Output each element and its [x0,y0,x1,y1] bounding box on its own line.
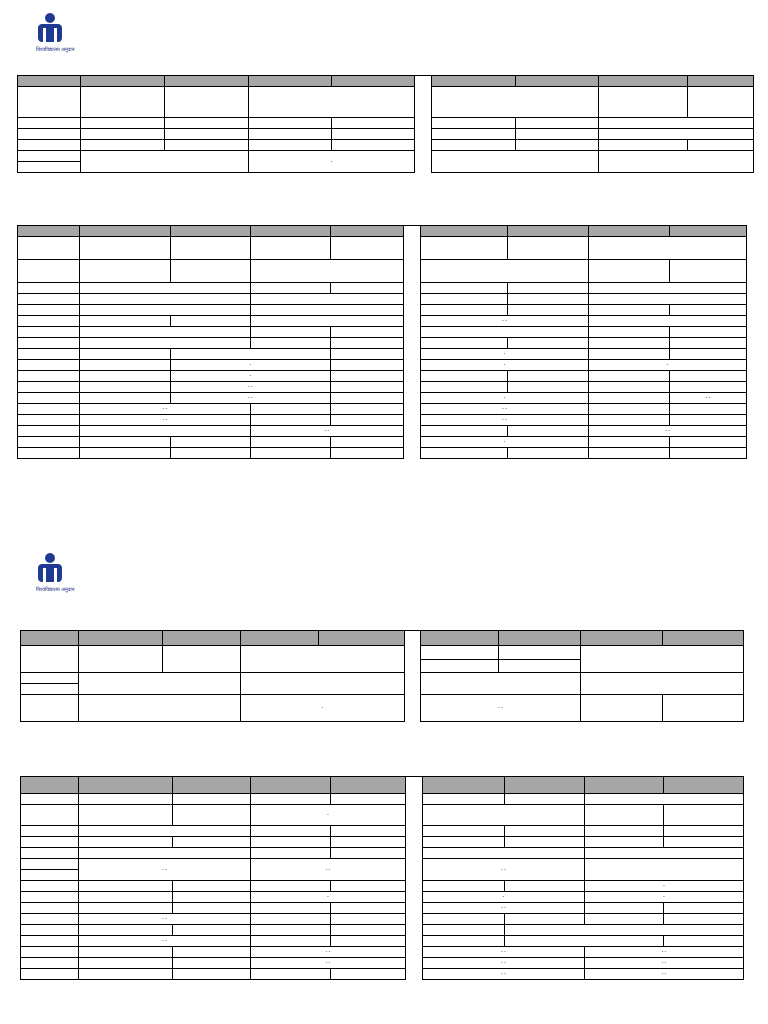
dash-mark: - [249,373,252,379]
dash-mark: - [502,894,505,900]
table-row [18,87,754,118]
table-row [18,404,747,415]
table-row [21,914,744,925]
dash-mark: - - [705,395,711,401]
table-row [21,805,744,826]
dash-mark: - - [501,905,506,911]
logo-caption: विश्वविद्यालय अनुदान [36,47,75,53]
table-row [21,859,744,870]
dash-mark: - - [325,949,331,955]
table-row [18,327,747,338]
table-row [18,437,747,448]
table-row [21,936,744,947]
dash-mark: - - [248,384,253,390]
table-row [18,415,747,426]
table-1 [17,75,754,173]
dash-mark: - [666,362,669,368]
table-row [21,695,744,722]
table-row [21,777,744,794]
dash-mark: - - [661,960,667,966]
table-row [18,393,747,404]
dash-mark: - [663,883,665,889]
dash-mark: - - [325,960,331,966]
table-row [18,426,747,437]
institution-logo-top [28,10,88,54]
dash-mark: - - [248,395,253,401]
dash-mark: - - [501,866,506,873]
dash-mark: - - [162,866,167,873]
dash-mark: - [327,894,329,900]
dash-mark: - - [502,417,507,423]
dash-mark: - - [162,938,167,944]
table-row [18,305,747,316]
dash-mark: - - [162,916,167,922]
table-row [18,118,754,129]
dash-mark: - [503,351,506,357]
dash-mark: - - [498,705,503,711]
table-row [21,673,744,684]
dash-mark: - - [162,417,168,423]
table-row [18,140,754,151]
dash-mark: - - [502,318,507,324]
table-row [18,129,754,140]
table-row [21,837,744,848]
dash-mark: - [503,395,506,401]
table-row [18,226,747,237]
dash-mark: - - [162,406,168,412]
dash-mark: - - [661,971,667,977]
table-row [18,151,754,162]
dash-mark: - [249,362,252,368]
table-row [21,969,744,980]
dash-mark: - [321,705,324,711]
table-row [21,903,744,914]
table-row [18,338,747,349]
dash-mark: - - [324,428,330,434]
table-row [18,283,747,294]
dash-mark: - - [501,949,506,955]
table-row [21,646,744,660]
table-row [18,448,747,459]
table-row [21,794,744,805]
emblem-icon [28,10,88,46]
dash-mark: - [503,362,506,368]
emblem-icon [28,550,88,586]
table-row [21,881,744,892]
table-row [18,360,747,371]
table-2 [17,225,747,459]
institution-logo-bottom [28,550,88,594]
dash-mark: - [663,894,665,900]
dash-mark: - [330,158,333,165]
table-row [21,947,744,958]
logo-caption: विश्वविद्यालय अनुदान [36,587,75,593]
table-row [18,76,754,87]
table-3 [20,630,744,722]
table-row [18,371,747,382]
table-row [21,958,744,969]
table-row [18,382,747,393]
table-row [18,260,747,283]
dash-mark: - [503,439,506,445]
table-row [21,631,744,646]
table-4 [20,776,744,980]
dash-mark: - - [501,960,506,966]
dash-mark: - - [502,406,507,412]
table-row [18,316,747,327]
table-row [21,892,744,903]
table-row [18,237,747,260]
dash-mark: - - [661,949,667,955]
dash-mark: - [327,812,329,818]
dash-mark: - - [325,866,331,873]
dash-mark: - - [665,428,670,434]
table-row [21,925,744,936]
dash-mark: - - [501,971,506,977]
table-row [21,826,744,837]
table-row [21,848,744,859]
table-row [18,349,747,360]
table-row [18,294,747,305]
